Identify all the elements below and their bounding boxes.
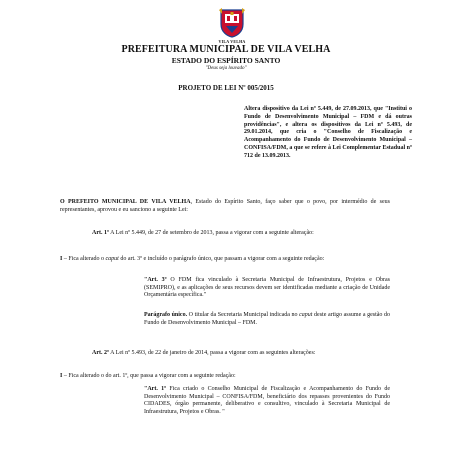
bill-summary: Altera dispositivo da Lei nº 5.449, de 27.09.2013, que "Institui o Fundo de Desenvolvimento Municipal – FDM e dá outras providências", e altera os dispositivos da Lei nº 5.493, de 29.01.2014, que cria o "Conselho de Fiscalização e Acompanhamento do Fundo de Desenvolvimento Municipal – CONFISA/FDM, a que se refere à Lei Complementar Estadual nº 712 de 13.09.2013. bbox=[244, 106, 412, 159]
crest-label: VILA VELHA bbox=[218, 39, 246, 44]
municipality-title: PREFEITURA MUNICIPAL DE VILA VELHA bbox=[121, 44, 331, 55]
quoted-article-1: "Art. 1º Fica criado o Conselho Municipal de Fiscalização e Acompanhamento do Fundo de Desenvolvimento Municipal – CONFISA/FDM, beneficiário dos repasses provenientes do Fundo CIDADES, órgão permanente, deliberativo e consultivo, vinculado à Secretaria Municipal de Infraestrutura, Projetos e Obras. " bbox=[144, 386, 390, 415]
article-1-label: Art. 1º bbox=[92, 230, 109, 236]
article-1 bbox=[92, 230, 390, 238]
preamble-paragraph bbox=[60, 199, 390, 214]
article-2-text: A Lei nº 5.493, de 22 de janeiro de 2014, passa a vigorar com as seguintes alterações: bbox=[108, 350, 316, 356]
bill-title: PROJETO DE LEI Nº 005/2015 bbox=[178, 84, 274, 92]
quote-1-label: "Art. 3º bbox=[144, 277, 167, 283]
quoted-sole-paragraph: Parágrafo único. O titular da Secretaria Municipal indicada no caput deste artigo assume a gestão do Fundo de Desenvolvimento Municipal – FDM. bbox=[144, 312, 390, 326]
item-1-article-1: I – Fica alterado o caput do art. 3º e incluído o parágrafo único, que passam a vigorar com a seguinte redação: bbox=[60, 256, 325, 262]
article-1-text: A Lei nº 5.449, de 27 de setembro de 2013, passa a vigorar com a seguinte alteração: bbox=[108, 230, 314, 236]
item-1-article-2: I – Fica alterado o do art. 1º, que passa a vigorar com a seguinte redação: bbox=[60, 373, 236, 379]
preamble-text: , Estado do Espírito Santo, faço saber que o povo, por intermédio de seus representantes, aprovou e eu sanciono a seguinte Lei: bbox=[60, 199, 390, 213]
article-2-label: Art. 2º bbox=[92, 350, 109, 356]
item-1b-label: I bbox=[60, 373, 63, 379]
state-subtitle: ESTADO DO ESPÍRITO SANTO bbox=[171, 56, 281, 65]
article-2 bbox=[92, 350, 390, 358]
quote-2-label: Parágrafo único. bbox=[144, 312, 188, 318]
coat-of-arms-icon bbox=[219, 8, 245, 38]
motto: "Deus seja louvado" bbox=[205, 66, 247, 71]
preamble-bold: O PREFEITO MUNICIPAL DE VILA VELHA bbox=[60, 199, 191, 205]
quote-3-label: "Art. 1º bbox=[144, 386, 167, 392]
quoted-article-3: "Art. 3º O FDM fica vinculado à Secretaria Municipal de Infraestrutura, Projetos e Obras (SEMIPRO), e as aplicações de seus recursos devem ser identificadas mediante a criação de Unidade Orçamentária específica." bbox=[144, 277, 390, 299]
item-1-label: I bbox=[60, 256, 63, 262]
